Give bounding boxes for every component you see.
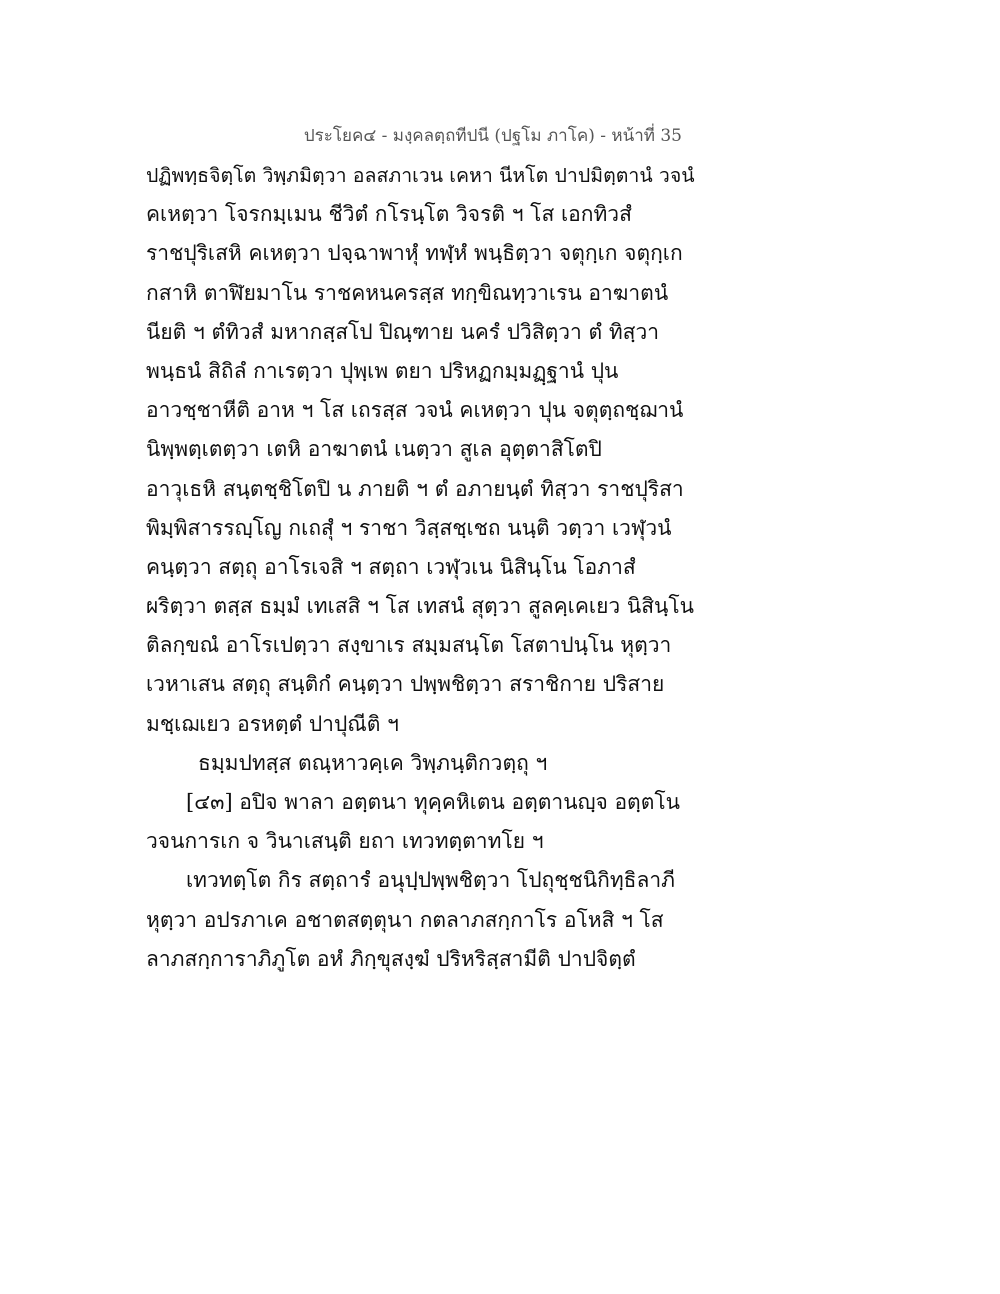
text-line: พิมฺพิสารรญฺโญ กเถสุํ ฯ ราชา วิสฺสชฺเชถ นนฺติ วตฺวา เวฬุวนํ [146, 515, 672, 540]
story-source-line: ธมฺมปทสฺส ตณฺหาวคฺเค วิพฺภนฺติกวตฺถุ ฯ [198, 750, 548, 775]
text-line: นิพฺพตฺเตตฺวา เตหิ อาฆาตนํ เนตฺวา สูเล อุตฺตาสิโตปิ [146, 437, 602, 462]
text-line: วจนการเก จ วินาเสนฺติ ยถา เทวทตฺตาทโย ฯ [146, 829, 544, 854]
text-line: นียติ ฯ ตํทิวสํ มหากสฺสโป ปิณฺฑาย นครํ ปวิสิตฺวา ตํ ทิสฺวา [146, 319, 660, 344]
numbered-paragraph-line: [๔๓] อปิจ พาลา อตฺตนา ทุคฺคหิเตน อตฺตานญฺจ อตฺตโน [186, 790, 680, 814]
paragraph-start-line: เทวทตฺโต กิร สตฺถารํ อนุปฺปพฺพชิตฺวา โปถุชฺชนิกิทฺธิลาภี [186, 868, 675, 893]
text-line: ราชปุริเสหิ คเหตฺวา ปจฺฉาพาหุํ ทฬฺหํ พนฺธิตฺวา จตุกฺเก จตุกฺเก [146, 241, 683, 266]
text-line: มชฺเฌเยว อรหตฺตํ ปาปุณีติ ฯ [146, 711, 399, 736]
text-line: ปฏิพทฺธจิตฺโต วิพฺภมิตฺวา อลสภาเวน เคหา นีหโต ปาปมิตฺตานํ วจนํ [146, 164, 695, 187]
text-line: คนฺตฺวา สตฺถุ อาโรเจสิ ฯ สตฺถา เวฬุวเน นิสินฺโน โอภาสํ [146, 554, 636, 579]
text-line: หุตฺวา อปรภาเค อชาตสตฺตุนา กตลาภสกฺกาโร อโหสิ ฯ โส [146, 907, 664, 932]
text-line: ติลกฺขณํ อาโรเปตฺวา สงฺขาเร สมฺมสนฺโต โสตาปนฺโน หุตฺวา [146, 633, 672, 658]
text-line: อาวุเธหิ สนฺตชฺชิโตปิ น ภายติ ฯ ตํ อภายนฺตํ ทิสฺวา ราชปุริสา [146, 476, 684, 501]
text-line: คเหตฺวา โจรกมฺเมน ชีวิตํ กโรนฺโต วิจรติ ฯ โส เอกทิวสํ [146, 202, 632, 227]
running-head: ประโยค๔ - มงฺคลตฺถทีปนี (ปฐโม ภาโค) - หน้าที่ 35 [303, 126, 682, 146]
text-line: ผริตฺวา ตสฺส ธมฺมํ เทเสสิ ฯ โส เทสนํ สุตฺวา สูลคฺเคเยว นิสินฺโน [146, 594, 695, 619]
text-line: กสาหิ ตาฬิยมาโน ราชคหนครสฺส ทกฺขิณทฺวาเรน อาฆาตนํ [146, 280, 669, 305]
text-line: เวหาเสน สตฺถุ สนฺติกํ คนฺตฺวา ปพฺพชิตฺวา สราชิกาย ปริสาย [146, 672, 665, 697]
text-line: ลาภสกฺการาภิภูโต อหํ ภิกฺขุสงฺฆํ ปริหริสฺสามีติ ปาปจิตฺตํ [146, 946, 636, 971]
body-text [146, 156, 706, 979]
text-line: อาวชฺชาหีติ อาห ฯ โส เถรสฺส วจนํ คเหตฺวา ปุน จตุตฺถชฺฌานํ [146, 398, 684, 423]
text-line: พนฺธนํ สิถิลํ กาเรตฺวา ปุพฺเพ ตยา ปริหฏกมฺมฏฺฐานํ ปุน [146, 358, 619, 383]
